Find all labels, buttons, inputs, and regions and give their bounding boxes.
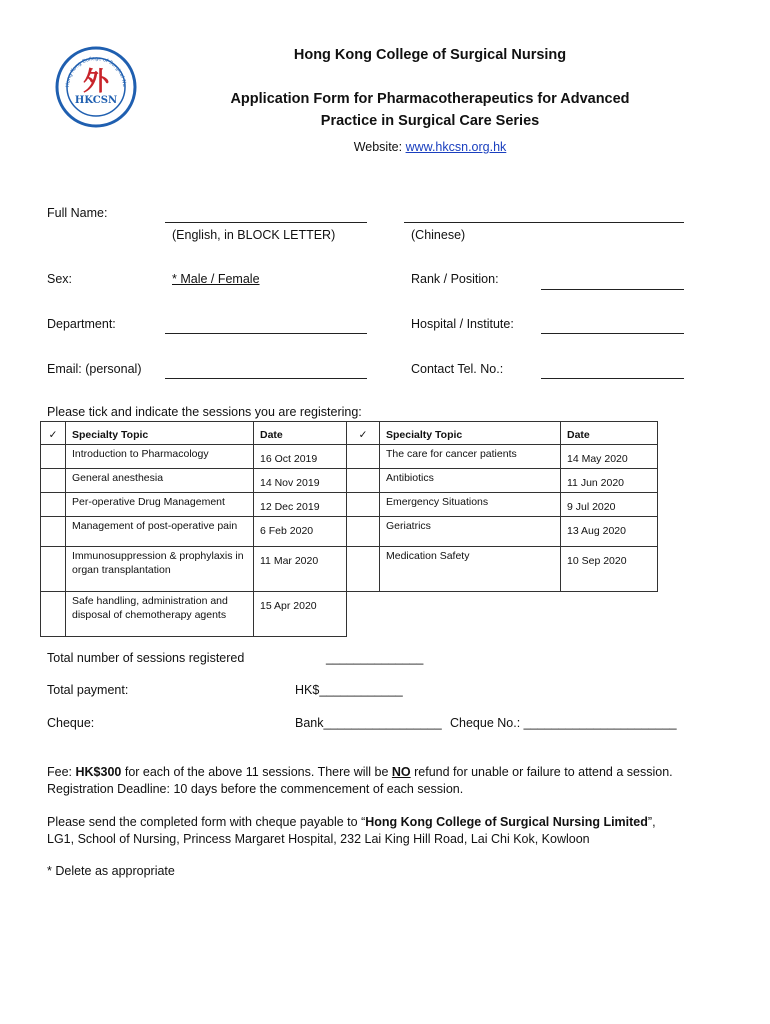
session-date: 11 Jun 2020 [561,469,658,493]
table-row [41,493,658,517]
fee-prefix: Fee: [47,765,76,779]
footnote: * Delete as appropriate [47,864,175,878]
deadline-note: Registration Deadline: 10 days before the commencement of each session. [47,782,464,796]
session-date: 9 Jul 2020 [561,493,658,517]
table-empty-cell [347,592,658,637]
session-topic: Per-operative Drug Management [66,493,254,517]
session-checkbox[interactable] [347,493,380,517]
session-topic: Safe handling, administration and disposal of chemotherapy agents [66,592,254,637]
send-note [47,814,747,831]
table-row [41,517,658,547]
session-topic: Immunosuppression & prophylaxis in organ transplantation [66,547,254,592]
website-label: Website: [353,140,406,154]
session-checkbox[interactable] [347,469,380,493]
session-date: 14 Nov 2019 [254,469,347,493]
session-date: 16 Oct 2019 [254,445,347,469]
website-link[interactable]: www.hkcsn.org.hk [405,140,507,154]
check-header-icon: ✓ [41,422,66,445]
sessions-table [40,421,658,637]
session-topic: Geriatrics [380,517,561,547]
topic-header-right: Specialty Topic [380,422,561,445]
table-row [41,469,658,493]
total-payment-field[interactable]: HK$____________ [295,683,403,697]
cheque-label: Cheque: [47,716,95,730]
session-topic: Management of post-operative pain [66,517,254,547]
sex-options[interactable]: * Male / Female [172,272,260,286]
sessions-instruction: Please tick and indicate the sessions you are registering: [47,405,362,419]
fee-mid: for each of the above 11 sessions. There will be [121,765,392,779]
chinese-hint: (Chinese) [411,228,466,242]
session-topic: General anesthesia [66,469,254,493]
session-checkbox[interactable] [41,445,66,469]
session-checkbox[interactable] [41,517,66,547]
session-date: 6 Feb 2020 [254,517,347,547]
full-name-label: Full Name: [47,206,108,220]
table-row [41,547,658,592]
email-label: Email: (personal) [47,362,142,376]
session-topic: The care for cancer patients [380,445,561,469]
total-payment-label: Total payment: [47,683,129,697]
payee-name: Hong Kong College of Surgical Nursing Limited [365,815,648,829]
logo-text: HKCSN [74,95,118,106]
total-sessions-label: Total number of sessions registered [47,651,245,665]
department-label: Department: [47,317,116,331]
address-line: LG1, School of Nursing, Princess Margaret Hospital, 232 Lai King Hill Road, Lai Chi Kok, Kowloon [47,832,590,846]
logo-ring-text: Hong Kong College of Surgical Nu [64,55,128,88]
full-name-chinese-field[interactable] [404,222,684,223]
org-name: Hong Kong College of Surgical Nursing [293,47,567,63]
session-checkbox[interactable] [41,547,66,592]
table-row [41,592,658,637]
form-title-line1: Application Form for Pharmacotherapeutics for Advanced [230,91,630,107]
website-line [140,140,720,154]
session-topic: Medication Safety [380,547,561,592]
fee-note [47,764,747,781]
sex-label: Sex: [47,272,73,286]
session-date: 11 Mar 2020 [254,547,347,592]
fee-no: NO [391,765,411,779]
send-suffix: ”, [647,815,656,829]
contact-label: Contact Tel. No.: [411,362,504,376]
session-date: 13 Aug 2020 [561,517,658,547]
session-checkbox[interactable] [41,592,66,637]
department-field[interactable] [165,333,367,334]
cheque-number-field[interactable]: Cheque No.: ______________________ [450,716,677,730]
session-checkbox[interactable] [41,493,66,517]
session-checkbox[interactable] [347,517,380,547]
send-prefix: Please send the completed form with cheque payable to “ [47,815,366,829]
total-sessions-field[interactable]: ______________ [326,651,424,665]
full-name-english-field[interactable] [165,222,367,223]
session-date: 15 Apr 2020 [254,592,347,637]
check-header-icon-right: ✓ [347,422,380,445]
session-date: 14 May 2020 [561,445,658,469]
session-checkbox[interactable] [41,469,66,493]
hospital-label: Hospital / Institute: [411,317,514,331]
rank-field[interactable] [541,289,684,290]
table-header-row [41,422,658,445]
session-checkbox[interactable] [347,445,380,469]
date-header-right: Date [561,422,658,445]
contact-field[interactable] [541,378,684,379]
session-checkbox[interactable] [347,547,380,592]
table-row [41,445,658,469]
college-logo [55,46,137,128]
date-header: Date [254,422,347,445]
fee-amount: HK$300 [75,765,122,779]
english-hint: (English, in BLOCK LETTER) [172,228,336,242]
topic-header: Specialty Topic [66,422,254,445]
hospital-field[interactable] [541,333,684,334]
session-date: 10 Sep 2020 [561,547,658,592]
session-topic: Antibiotics [380,469,561,493]
bank-field[interactable]: Bank_________________ [295,716,442,730]
logo-char: 外 [82,67,110,97]
email-field[interactable] [165,378,367,379]
session-topic: Emergency Situations [380,493,561,517]
form-title-line2: Practice in Surgical Care Series [320,113,540,129]
session-date: 12 Dec 2019 [254,493,347,517]
session-topic: Introduction to Pharmacology [66,445,254,469]
rank-label: Rank / Position: [411,272,499,286]
fee-suffix: refund for unable or failure to attend a session. [410,765,673,779]
